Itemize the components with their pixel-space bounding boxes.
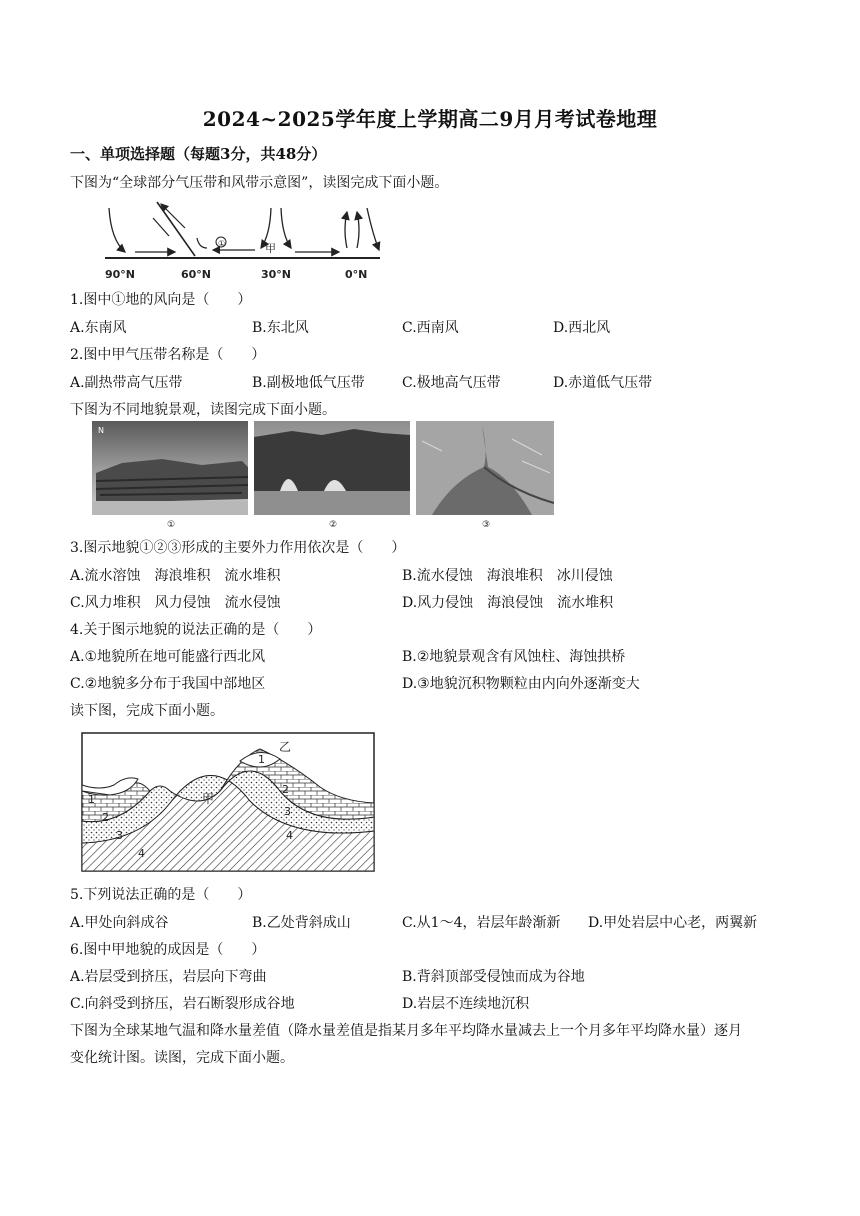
q4-option-c[interactable]: C.②地貌多分布于我国中部地区 [70,676,266,692]
q5-option-c[interactable]: C.从1～4，岩层年龄渐新 [402,915,561,931]
q3-option-b[interactable]: B.流水侵蚀 海浪堆积 冰川侵蚀 [402,568,613,584]
photo-label-1: ① [167,520,176,529]
intro-text-3: 读下图，完成下面小题。 [70,703,224,719]
page-title: 2024~2025学年度上学期高二9月月考试卷地理 [202,107,658,131]
intro-text-1: 下图为“全球部分气压带和风带示意图”，读图完成下面小题。 [70,175,449,191]
q5-option-d[interactable]: D.甲处岩层中心老，两翼新 [588,915,758,931]
q2-stem: 2.图中甲气压带名称是（ ） [70,347,266,363]
svg-text:N: N [98,426,104,435]
q4-stem: 4.关于图示地貌的说法正确的是（ ） [70,622,322,638]
lat-label-90: 90°N [105,268,136,281]
pressure-belt-diagram [95,200,395,285]
q2-option-b[interactable]: B.副极地低气压带 [252,375,365,391]
geologic-cross-section [80,731,376,873]
layer-right-1: 1 [258,753,265,766]
q6-option-c[interactable]: C.向斜受到挤压，岩石断裂形成谷地 [70,996,295,1012]
photo-label-3: ③ [482,520,491,529]
q1-option-c[interactable]: C.西南风 [402,320,459,336]
layer-right-2: 2 [282,783,289,796]
q5-option-b[interactable]: B.乙处背斜成山 [252,915,351,931]
q4-option-d[interactable]: D.③地貌沉积物颗粒由内向外逐渐变大 [402,676,640,692]
intro-text-2: 下图为不同地貌景观，读图完成下面小题。 [70,402,336,418]
q3-option-d[interactable]: D.风力侵蚀 海浪侵蚀 流水堆积 [402,595,614,611]
label-yi: 乙 [279,740,292,754]
q1-option-b[interactable]: B.东北风 [252,320,309,336]
q6-option-b[interactable]: B.背斜顶部受侵蚀而成为谷地 [402,969,585,985]
q3-option-a[interactable]: A.流水溶蚀 海浪堆积 流水堆积 [70,568,281,584]
q1-stem: 1.图中①地的风向是（ ） [70,292,252,308]
layer-left-2: 2 [102,811,109,824]
q5-option-a[interactable]: A.甲处向斜成谷 [70,915,169,931]
q5-stem: 5.下列说法正确的是（ ） [70,887,252,903]
q2-option-d[interactable]: D.赤道低气压带 [553,375,653,391]
q4-option-a[interactable]: A.①地貌所在地可能盛行西北风 [70,649,266,665]
lat-label-0: 0°N [345,268,368,281]
photo-alluvial-fan [416,421,554,515]
intro-text-4-line1: 下图为全球某地气温和降水量差值（降水量差值是指某月多年平均降水量减去上一个月多年平均降水量）逐月 [70,1023,742,1039]
q2-option-a[interactable]: A.副热带高气压带 [70,375,183,391]
layer-left-4: 4 [138,847,145,860]
q3-option-c[interactable]: C.风力堆积 风力侵蚀 流水侵蚀 [70,595,281,611]
q1-option-d[interactable]: D.西北风 [553,320,611,336]
section-heading: 一、单项选择题（每题3分，共48分） [70,145,327,163]
intro-text-4-line2: 变化统计图。读图，完成下面小题。 [70,1050,294,1066]
photo-sea-arch [254,421,410,515]
lat-label-60: 60°N [181,268,212,281]
q6-option-a[interactable]: A.岩层受到挤压，岩层向下弯曲 [70,969,267,985]
lat-label-30: 30°N [261,268,292,281]
layer-right-3: 3 [284,805,291,818]
q2-option-c[interactable]: C.极地高气压带 [402,375,501,391]
label-jia: 甲 [202,792,215,806]
layer-left-1: 1 [88,793,95,806]
q1-option-a[interactable]: A.东南风 [70,320,127,336]
marker-1-label: ① [218,239,226,248]
landform-photos [92,421,554,529]
layer-right-4: 4 [286,829,293,842]
photo-yardang [92,421,248,515]
q4-option-b[interactable]: B.②地貌景观含有风蚀柱、海蚀拱桥 [402,649,626,665]
q6-option-d[interactable]: D.岩层不连续地沉积 [402,996,530,1012]
q6-stem: 6.图中甲地貌的成因是（ ） [70,942,266,958]
q3-stem: 3.图示地貌①②③形成的主要外力作用依次是（ ） [70,540,406,556]
marker-jia-label: 甲 [265,242,276,255]
photo-label-2: ② [329,520,338,529]
layer-left-3: 3 [116,829,123,842]
